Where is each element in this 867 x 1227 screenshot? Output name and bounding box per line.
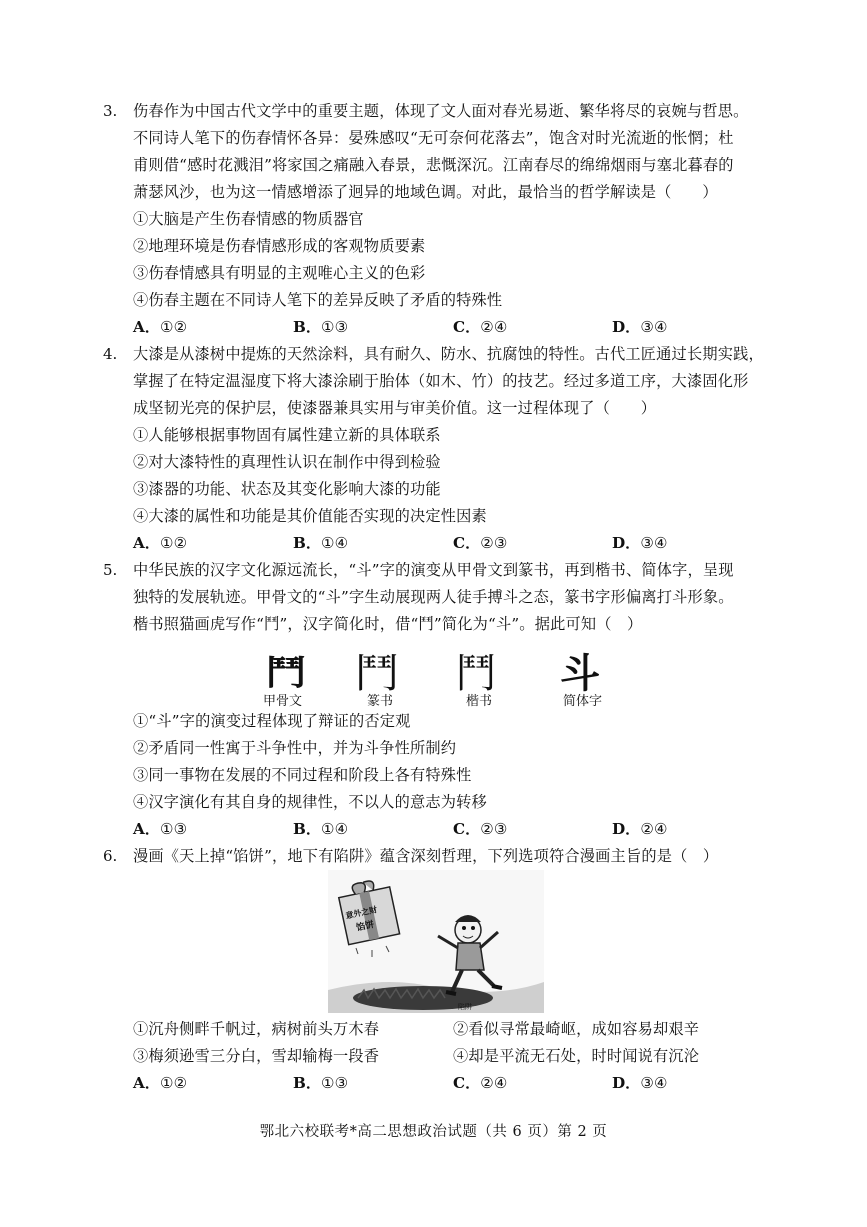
option-letter: D． (612, 318, 641, 336)
option-text: ②④ (480, 318, 508, 336)
cartoon-image (328, 870, 544, 1013)
stem-line: 楷书照猫画虎写作“鬥”，汉字简化时，借“鬥”简化为“斗”。据此可知（ ） (133, 615, 643, 633)
question-number: 5. (103, 561, 118, 579)
option-letter: B． (293, 318, 322, 336)
statement: ③同一事物在发展的不同过程和阶段上各有特殊性 (133, 766, 472, 784)
caption-regular: 楷书 (466, 694, 493, 709)
option-c[interactable] (453, 1072, 508, 1093)
statement: ②地理环境是伤春情感形成的客观物质要素 (133, 237, 426, 255)
statement: ②矛盾同一性寓于斗争性中，并为斗争性所制约 (133, 739, 457, 757)
option-a[interactable] (133, 316, 187, 337)
statement: ②看似寻常最崎岖，成如容易却艰辛 (453, 1020, 700, 1038)
option-text: ②③ (480, 534, 508, 552)
option-text: ①② (159, 534, 188, 552)
stem-line: 漫画《天上掉“馅饼”，地下有陷阱》蕴含深刻哲理，下列选项符合漫画主旨的是（ ） (133, 847, 719, 865)
option-letter: A． (133, 318, 160, 336)
option-letter: D． (612, 1074, 641, 1092)
option-d[interactable] (612, 316, 668, 337)
option-a[interactable] (133, 1072, 187, 1093)
oracle-bone-glyph: 鬥 (266, 653, 306, 694)
option-a[interactable] (133, 532, 187, 553)
option-text: ①② (159, 1074, 188, 1092)
page-footer: 鄂北六校联考*高二思想政治试题（共 6 页）第 2 页 (259, 1124, 608, 1140)
option-a[interactable] (133, 818, 187, 839)
option-letter: D． (612, 820, 641, 838)
caption-oracle-bone: 甲骨文 (263, 694, 303, 709)
option-c[interactable] (453, 316, 508, 337)
pit-label: 陷阱 (458, 1003, 472, 1011)
stem-line: 掌握了在特定温湿度下将大漆涂刷于胎体（如木、竹）的技艺。经过多道工序，大漆固化形 (133, 372, 749, 390)
statement: ④汉字演化有其自身的规律性，不以人的意志为转移 (133, 793, 487, 811)
option-letter: C． (453, 534, 481, 552)
option-letter: B． (293, 534, 322, 552)
option-letter: C． (453, 1074, 481, 1092)
statement: ②对大漆特性的真理性认识在制作中得到检验 (133, 453, 441, 471)
statement: ④大漆的属性和功能是其价值能否实现的决定性因素 (133, 507, 487, 525)
option-text: ①④ (321, 534, 349, 552)
option-letter: C． (453, 318, 481, 336)
option-b[interactable] (293, 532, 348, 553)
statement: ①大脑是产生伤春情感的物质器官 (133, 210, 364, 228)
option-text: ②④ (480, 1074, 508, 1092)
statement: ③漆器的功能、状态及其变化影响大漆的功能 (133, 480, 441, 498)
option-text: ②③ (480, 820, 508, 838)
stem-line: 成坚韧光亮的保护层，使漆器兼具实用与审美价值。这一过程体现了（ ） (133, 399, 657, 417)
option-text: ①② (159, 318, 188, 336)
option-text: ①③ (321, 318, 349, 336)
simplified-glyph: 斗 (560, 651, 600, 697)
caption-simplified: 简体字 (563, 694, 603, 709)
option-letter: C． (453, 820, 481, 838)
option-text: ③④ (640, 318, 668, 336)
option-text: ①③ (159, 820, 188, 838)
option-text: ①④ (321, 820, 349, 838)
statement: ③梅须逊雪三分白，雪却输梅一段香 (133, 1047, 380, 1065)
regular-script-glyph: 鬥 (456, 651, 496, 697)
option-text: ②④ (640, 820, 668, 838)
option-c[interactable] (453, 532, 508, 553)
option-letter: B． (293, 820, 322, 838)
statement: ④却是平流无石处，时时闻说有沉沦 (453, 1047, 700, 1065)
option-letter: A． (133, 534, 160, 552)
caption-seal: 篆书 (367, 694, 394, 709)
question-number: 3. (103, 102, 118, 120)
option-b[interactable] (293, 1072, 348, 1093)
stem-line: 甫则借“感时花溅泪”将家国之痛融入春景，悲慨深沉。江南春尽的绵绵烟雨与塞北暮春的 (133, 156, 734, 174)
box-label-2: 馅饼 (355, 920, 376, 934)
option-b[interactable] (293, 316, 348, 337)
option-d[interactable] (612, 818, 668, 839)
option-letter: A． (133, 820, 160, 838)
option-text: ①③ (321, 1074, 349, 1092)
statement: ④伤春主题在不同诗人笔下的差异反映了矛盾的特殊性 (133, 291, 503, 309)
option-letter: A． (133, 1074, 160, 1092)
option-text: ③④ (640, 534, 668, 552)
stem-line: 独特的发展轨迹。甲骨文的“斗”字生动展现两人徒手搏斗之态，篆书字形偏离打斗形象。 (133, 588, 734, 606)
statement: ①人能够根据事物固有属性建立新的具体联系 (133, 426, 441, 444)
stem-line: 不同诗人笔下的伤春情怀各异：晏殊感叹“无可奈何花落去”，饱含对时光流逝的怅惘；杜 (133, 129, 734, 147)
option-d[interactable] (612, 532, 668, 553)
seal-script-glyph: 鬥 (355, 651, 399, 697)
option-b[interactable] (293, 818, 348, 839)
stem-line: 大漆是从漆树中提炼的天然涂料，具有耐久、防水、抗腐蚀的特性。古代工匠通过长期实践， (133, 345, 764, 363)
stem-line: 萧瑟风沙，也为这一情感增添了迥异的地域色调。对此，最恰当的哲学解读是（ ） (133, 183, 718, 201)
option-c[interactable] (453, 818, 508, 839)
stem-line: 伤春作为中国古代文学中的重要主题，体现了文人面对春光易逝、繁华将尽的哀婉与哲思。 (133, 102, 749, 120)
box-label-1: 意外之财 (344, 905, 378, 921)
question-number: 6. (103, 847, 118, 865)
statement: ①沉舟侧畔千帆过，病树前头万木春 (133, 1020, 380, 1038)
option-d[interactable] (612, 1072, 668, 1093)
question-number: 4. (103, 345, 118, 363)
stem-line: 中华民族的汉字文化源远流长，“斗”字的演变从甲骨文到篆书，再到楷书、简体字，呈现 (133, 561, 734, 579)
statement: ③伤春情感具有明显的主观唯心主义的色彩 (133, 264, 426, 282)
option-text: ③④ (640, 1074, 668, 1092)
option-letter: B． (293, 1074, 322, 1092)
option-letter: D． (612, 534, 641, 552)
statement: ①“斗”字的演变过程体现了辩证的否定观 (133, 712, 411, 730)
